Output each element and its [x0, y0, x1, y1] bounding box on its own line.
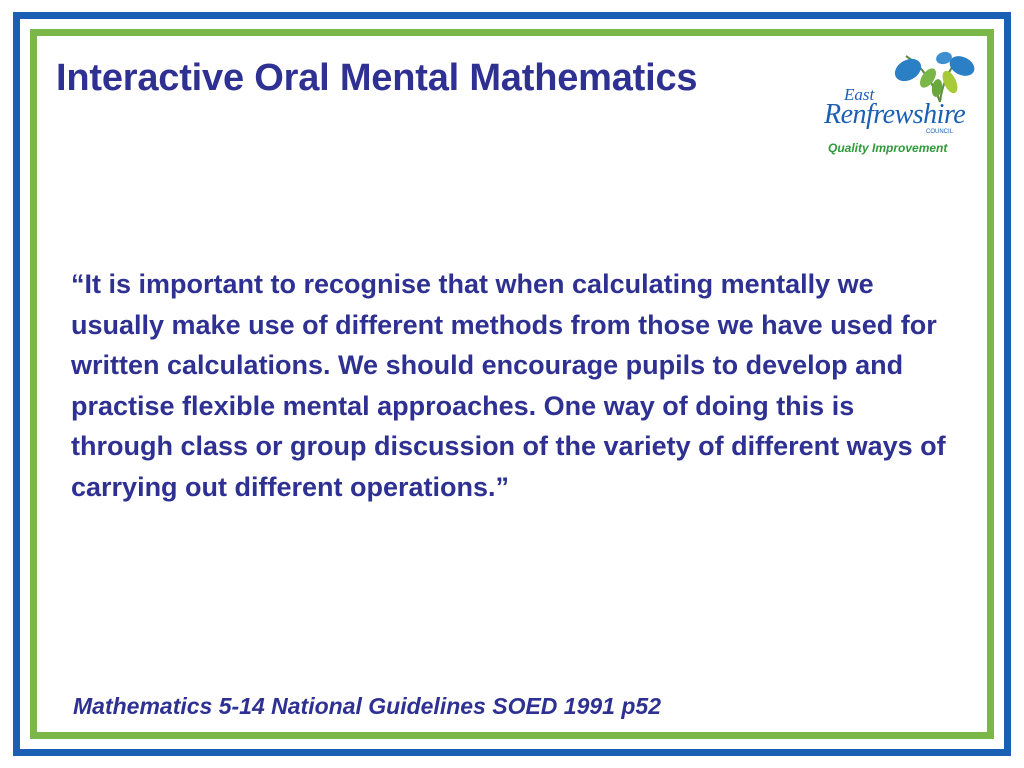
- citation-text: Mathematics 5-14 National Guidelines SOED 1991 p52: [73, 693, 661, 719]
- quote-text: “It is important to recognise that when calculating mentally we usually make use of different methods from those we have used for written calculations. We should encourage pupils to develop and practise flexible mental approaches. One way of doing this is through class or group discussion of the variety of different ways of carrying out different operations.”: [71, 269, 946, 502]
- logo-text-renfrewshire: Renfrewshire: [824, 99, 966, 130]
- slide-title: Interactive Oral Mental Mathematics: [56, 57, 698, 99]
- logo-tagline: Quality Improvement: [828, 141, 948, 155]
- logo-text-council: COUNCIL: [926, 129, 954, 135]
- council-logo: [822, 44, 982, 162]
- logo-text-east: East: [844, 85, 875, 104]
